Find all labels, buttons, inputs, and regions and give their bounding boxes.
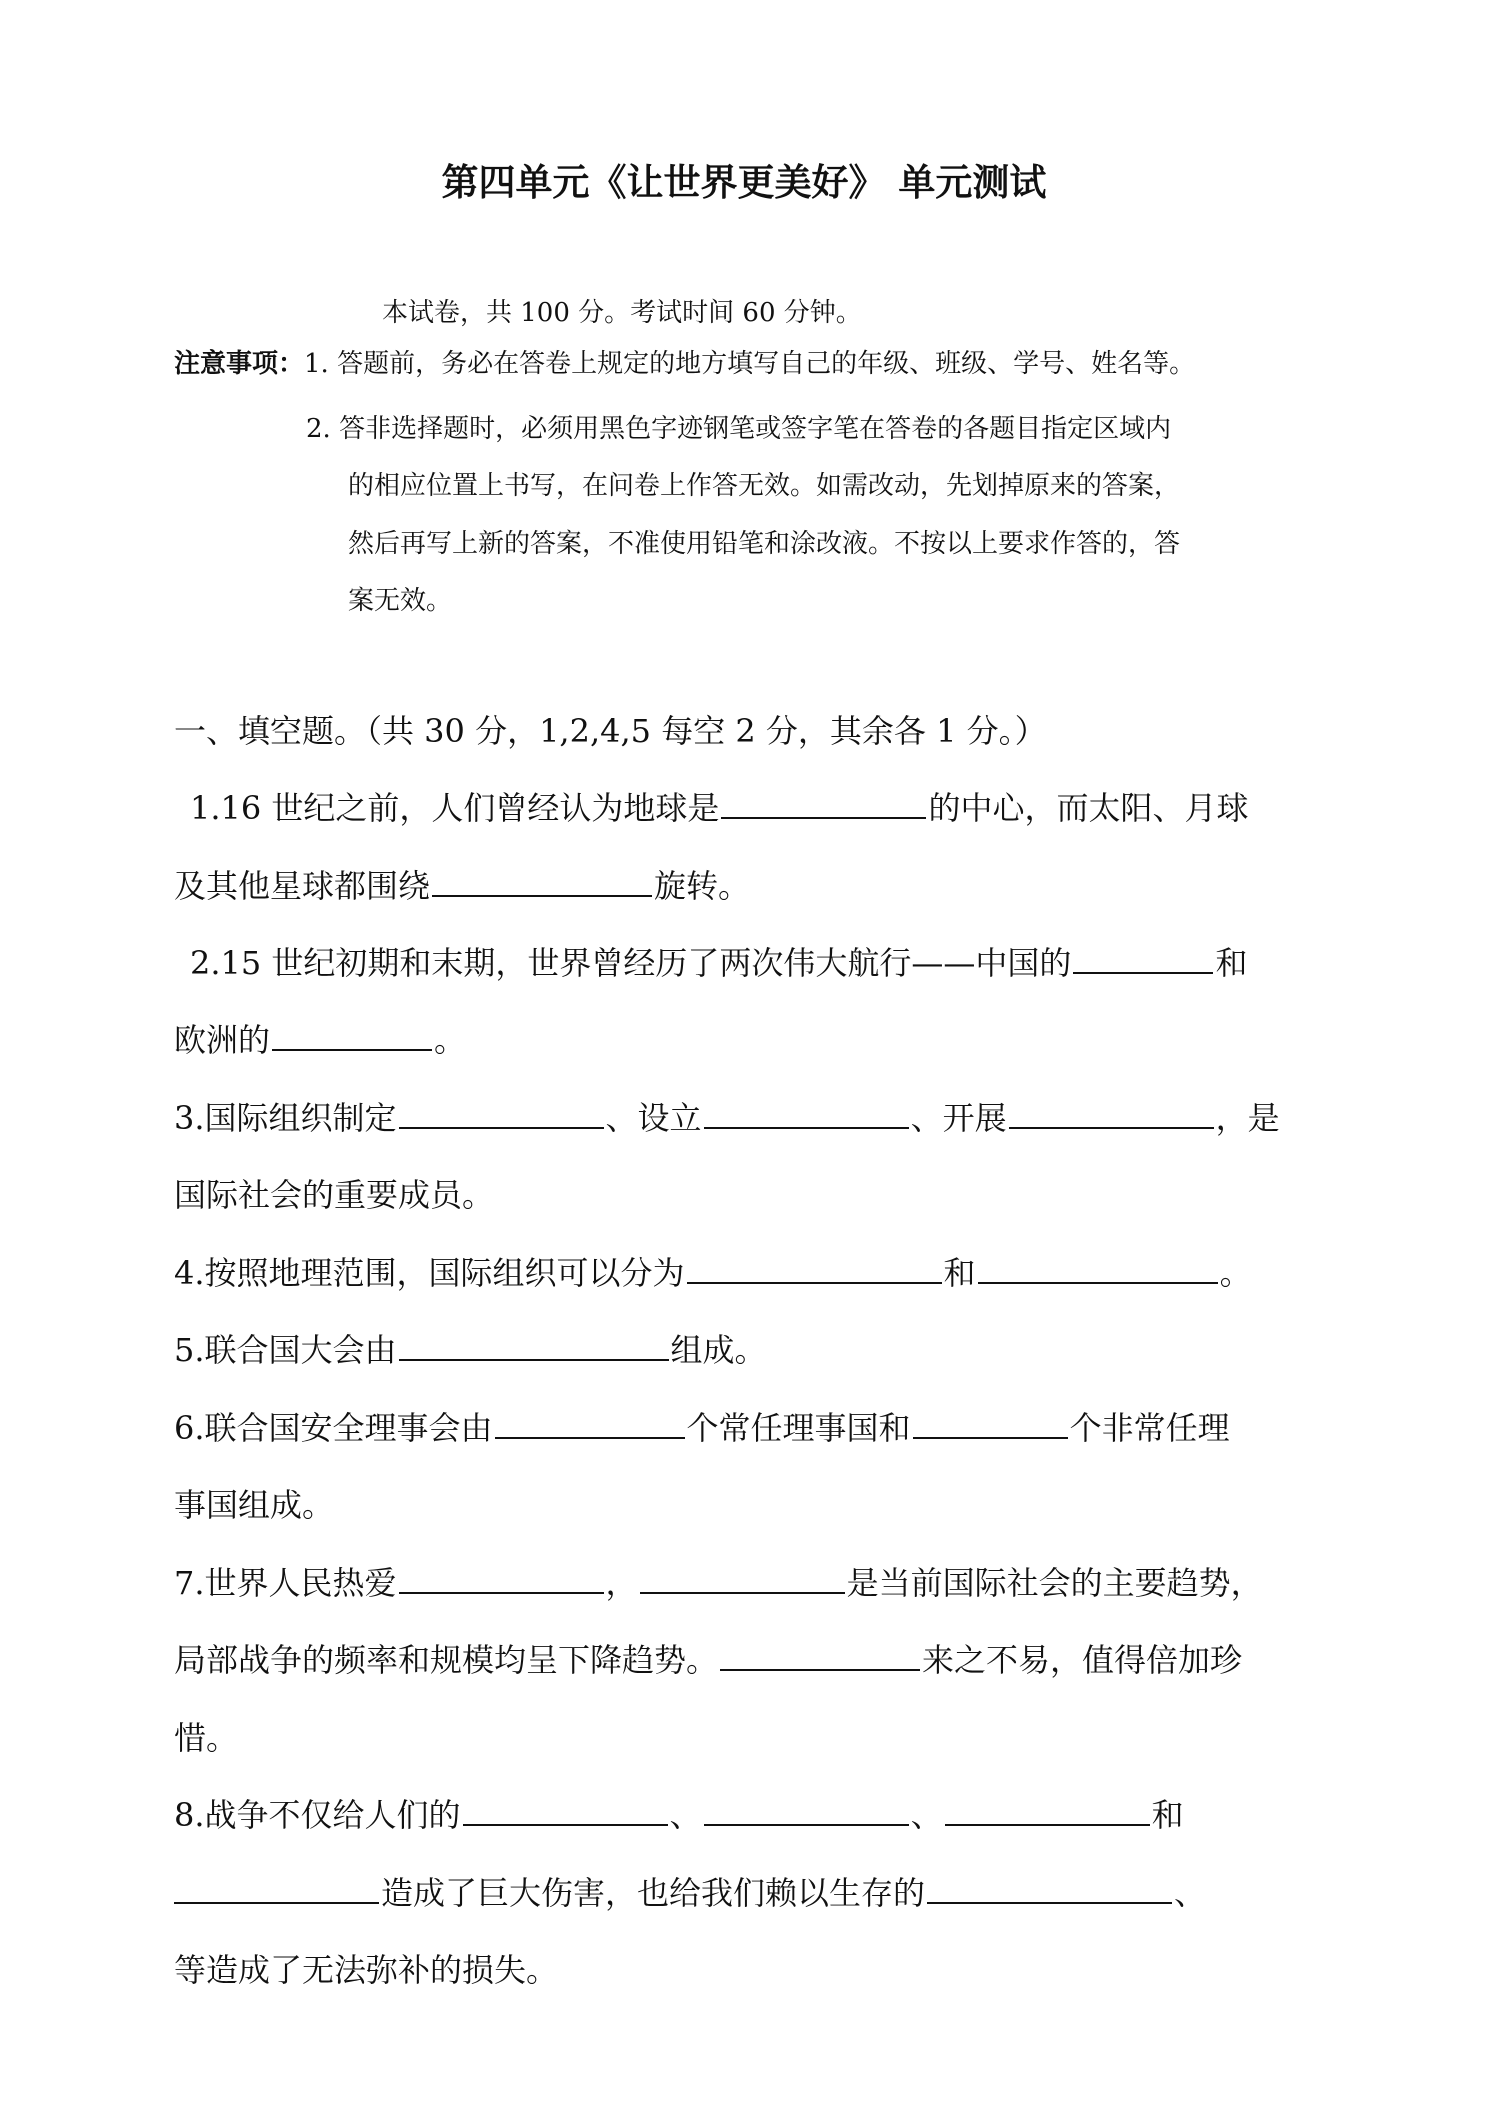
answer-blank[interactable]: [399, 1097, 604, 1129]
question-3-line-1: 3.国际组织制定 、设立 、开展 ，是: [174, 1099, 1280, 1137]
question-7-line-3: 惜。: [174, 1719, 239, 1757]
answer-blank[interactable]: [399, 1562, 604, 1594]
answer-blank[interactable]: [720, 1639, 920, 1671]
answer-blank[interactable]: [1009, 1097, 1214, 1129]
answer-blank[interactable]: [495, 1407, 685, 1439]
section-heading: 一、填空题。（共 30 分，1,2,4,5 每空 2 分，其余各 1 分。）: [174, 712, 1047, 750]
answer-blank[interactable]: [463, 1794, 668, 1826]
answer-blank[interactable]: [174, 1872, 379, 1904]
answer-blank[interactable]: [687, 1252, 942, 1284]
answer-blank[interactable]: [704, 1097, 909, 1129]
question-4: 4.按照地理范围，国际组织可以分为 和 。: [174, 1254, 1252, 1292]
page-title: 第四单元《让世界更美好》 单元测试: [441, 161, 1047, 204]
question-2-line-2: 欧洲的 。: [174, 1021, 467, 1059]
exam-info: 本试卷，共 100 分。考试时间 60 分钟。: [382, 298, 862, 328]
answer-blank[interactable]: [1073, 942, 1213, 974]
question-6-line-1: 6.联合国安全理事会由 个常任理事国和 个非常任理: [174, 1409, 1230, 1447]
question-8-line-2: 造成了巨大伤害，也给我们赖以生存的 、: [174, 1868, 1206, 1914]
answer-blank[interactable]: [721, 787, 926, 819]
question-7-line-2: 局部战争的频率和规模均呈下降趋势。 来之不易，值得倍加珍: [174, 1641, 1243, 1679]
notes-item-2-line-3: 然后再写上新的答案，不准使用铅笔和涂改液。不按以上要求作答的，答: [348, 529, 1181, 559]
answer-blank[interactable]: [913, 1407, 1068, 1439]
answer-blank[interactable]: [704, 1794, 909, 1826]
question-5: 5.联合国大会由 组成。: [174, 1331, 767, 1369]
answer-blank[interactable]: [945, 1794, 1150, 1826]
question-3-line-2: 国际社会的重要成员。: [174, 1176, 495, 1214]
question-6-line-2: 事国组成。: [174, 1486, 335, 1524]
answer-blank[interactable]: [978, 1252, 1218, 1284]
notes-item-2-line-4: 案无效。: [348, 586, 453, 616]
answer-blank[interactable]: [432, 865, 652, 897]
question-2-line-1: 2.15 世纪初期和末期，世界曾经历了两次伟大航行——中国的 和: [190, 944, 1248, 982]
notes-label: 注意事项：: [174, 349, 305, 379]
question-1-line-2: 及其他星球都围绕 旋转。: [174, 867, 751, 905]
answer-blank[interactable]: [927, 1872, 1172, 1904]
notes-item-1: [174, 343, 1195, 380]
notes-item-2-line-2: 的相应位置上书写，在问卷上作答无效。如需改动，先划掉原来的答案，: [348, 471, 1181, 501]
answer-blank[interactable]: [399, 1329, 669, 1361]
notes-item-2-line-1: 2. 答非选择题时，必须用黑色字迹钢笔或签字笔在答卷的各题目指定区域内: [306, 414, 1172, 444]
question-8-line-1: 8.战争不仅给人们的 、 、 和: [174, 1796, 1184, 1834]
answer-blank[interactable]: [272, 1019, 432, 1051]
question-8-line-3: 等造成了无法弥补的损失。: [174, 1951, 559, 1989]
notes-item-1-text: 1. 答题前，务必在答卷上规定的地方填写自己的年级、班级、学号、姓名等。: [304, 349, 1196, 379]
question-1-line-1: 1.16 世纪之前，人们曾经认为地球是 的中心，而太阳、月球: [190, 789, 1249, 827]
answer-blank[interactable]: [640, 1562, 845, 1594]
question-7-line-1: 7.世界人民热爱 ， 是当前国际社会的主要趋势，: [174, 1564, 1263, 1602]
